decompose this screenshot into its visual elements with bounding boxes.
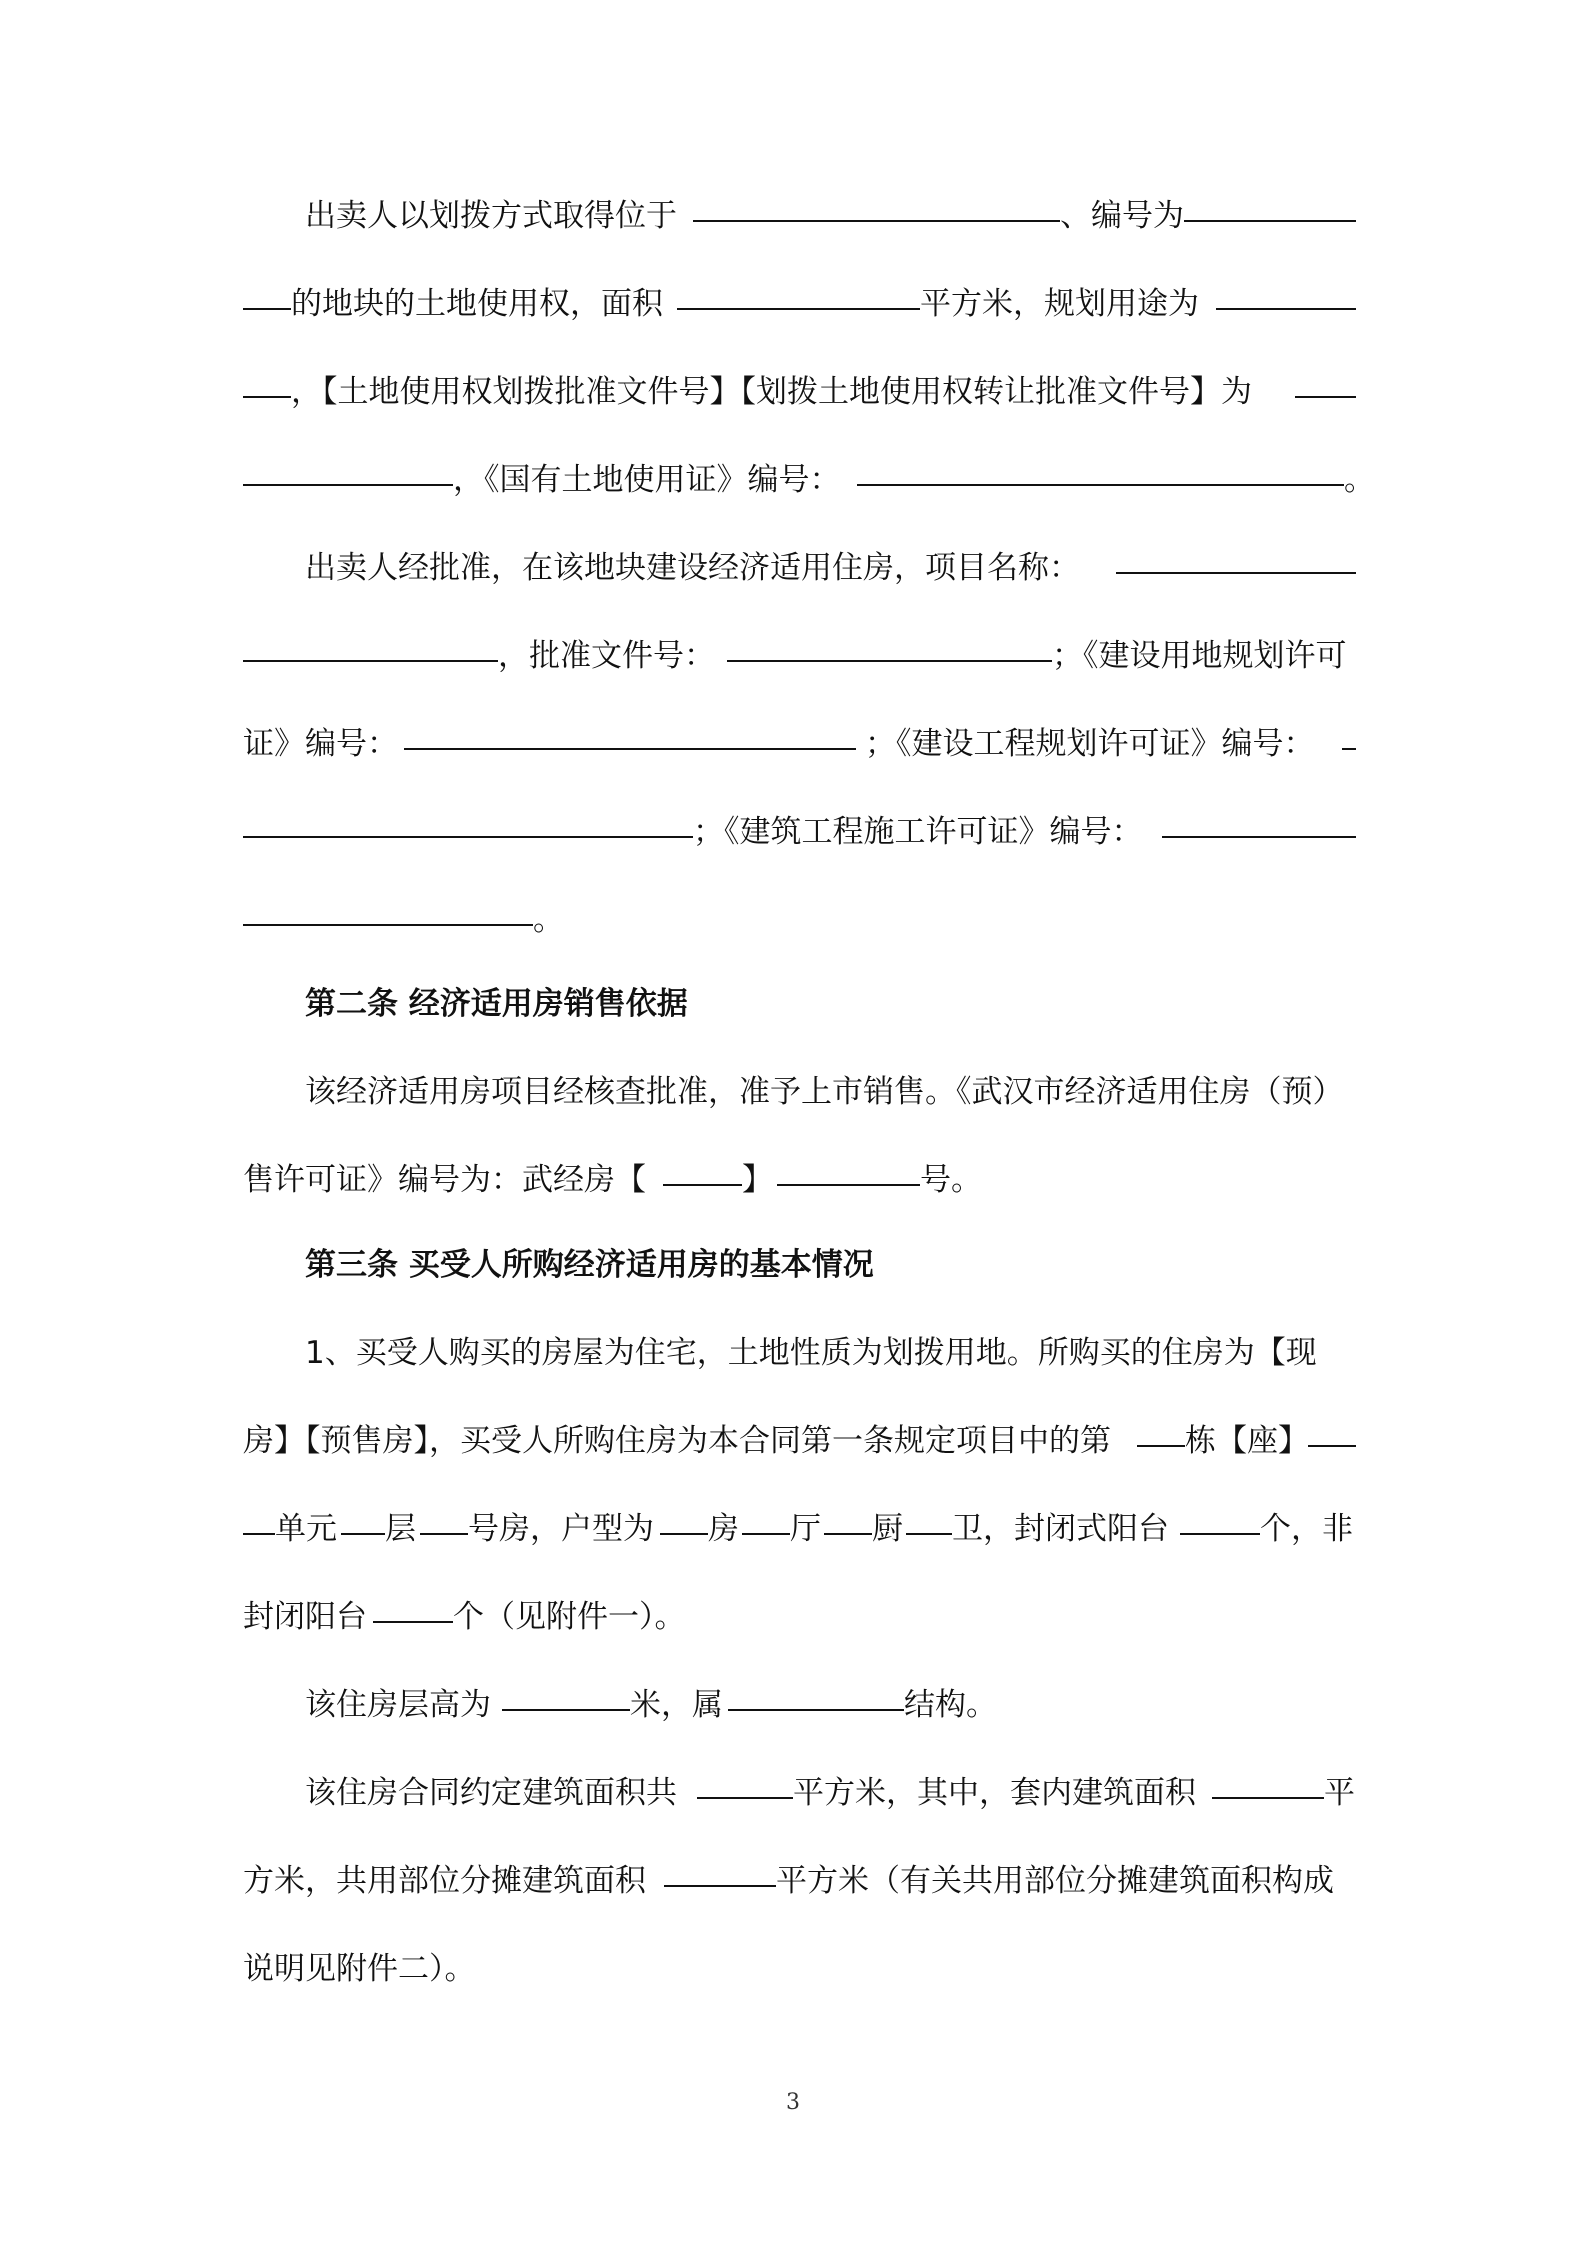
project-name-blank-cont[interactable] [243, 631, 498, 662]
planned-use-blank-cont[interactable] [243, 367, 291, 398]
area-blank[interactable] [677, 279, 920, 310]
p4-text: 厅 [790, 1511, 821, 1547]
project-name-blank[interactable] [1116, 543, 1356, 574]
p1-text: 平方米，规划用途为 [920, 286, 1199, 322]
kitchens-blank[interactable] [824, 1504, 872, 1535]
bathrooms-blank[interactable] [906, 1504, 952, 1535]
p4-text: 卫，封闭式阳台 [952, 1511, 1169, 1547]
p3-text: 售许可证》编号为：武经房【 [243, 1162, 646, 1198]
planned-use-blank[interactable] [1216, 279, 1356, 310]
engineering-permit-blank-cont[interactable] [243, 807, 693, 838]
p3-text: 该经济适用房项目经核查批准，准予上市销售。《武汉市经济适用住房（预） [305, 1074, 1344, 1110]
p6-text: 平方米（有关共用部位分摊建筑面积构成 [776, 1863, 1334, 1899]
land-certificate-number-blank[interactable] [857, 455, 1344, 486]
p5-text: 米，属 [630, 1687, 723, 1723]
p4-text: 单元 [275, 1511, 337, 1547]
p1-text: 。 [1344, 462, 1375, 498]
approval-doc-number-blank-cont[interactable] [243, 455, 453, 486]
p2-text: 。 [533, 902, 564, 938]
page-number: 3 [786, 2090, 800, 2115]
room-number-blank[interactable] [420, 1504, 468, 1535]
construction-permit-blank-cont[interactable] [243, 895, 533, 926]
p6-text: 平方米，其中，套内建筑面积 [793, 1775, 1196, 1811]
location-blank[interactable] [693, 191, 1060, 222]
p2-text: ；《建设用地规划许可 [1052, 638, 1347, 674]
p6-text: 说明见附件二）。 [243, 1951, 476, 1987]
p4-text: 个，非 [1260, 1511, 1353, 1547]
enclosed-balcony-blank[interactable] [1180, 1504, 1260, 1535]
plot-number-blank-cont[interactable] [243, 279, 291, 310]
total-area-blank[interactable] [697, 1768, 793, 1799]
living-rooms-blank[interactable] [742, 1504, 790, 1535]
bedrooms-blank[interactable] [660, 1504, 708, 1535]
land-planning-permit-blank[interactable] [404, 719, 856, 750]
unit-number-blank[interactable] [1308, 1416, 1356, 1447]
p3-text: 】 [742, 1162, 773, 1198]
open-balcony-blank[interactable] [373, 1592, 453, 1623]
article-heading-text: 第三条 买受人所购经济适用房的基本情况 [305, 1247, 874, 1283]
engineering-permit-blank[interactable] [1342, 719, 1356, 750]
p6-text: 方米，共用部位分摊建筑面积 [243, 1863, 646, 1899]
p3-text: 号。 [920, 1162, 982, 1198]
p1-text: ，【土地使用权划拨批准文件号】【划拨土地使用权转让批准文件号】为 [291, 374, 1252, 410]
p4-text: 栋【座】 [1185, 1423, 1309, 1459]
p2-text: ；《建筑工程施工许可证》编号： [693, 814, 1143, 850]
p4-text: 个（见附件一）。 [453, 1599, 686, 1635]
p4-text: 厨 [872, 1511, 903, 1547]
p4-text: 封闭阳台 [243, 1599, 367, 1635]
floor-height-blank[interactable] [502, 1680, 630, 1711]
p4-text: 1、买受人购买的房屋为住宅，土地性质为划拨用地。所购买的住房为【现 [305, 1335, 1317, 1371]
p2-text: 证》编号： [243, 726, 398, 762]
p1-text: 的地块的土地使用权，面积 [291, 286, 663, 322]
approval-doc-number-blank[interactable] [1295, 367, 1356, 398]
floor-blank[interactable] [341, 1504, 385, 1535]
presale-year-blank[interactable] [663, 1155, 742, 1186]
approval-number-blank[interactable] [727, 631, 1052, 662]
p2-text: 出卖人经批准，在该地块建设经济适用住房，项目名称： [305, 550, 1080, 586]
p6-text: 平 [1324, 1775, 1355, 1811]
p4-text: 房】【预售房】，买受人所购住房为本合同第一条规定项目中的第 [243, 1423, 1111, 1459]
p2-text: ，批准文件号： [498, 638, 715, 674]
p2-text: ；《建设工程规划许可证》编号： [865, 726, 1315, 762]
construction-permit-blank[interactable] [1162, 807, 1356, 838]
p1-text: ，《国有土地使用证》编号： [453, 462, 841, 498]
article-heading-text: 第二条 经济适用房销售依据 [305, 986, 688, 1022]
structure-type-blank[interactable] [728, 1680, 904, 1711]
p1-text: 、编号为 [1060, 198, 1184, 234]
plot-number-blank[interactable] [1184, 191, 1356, 222]
presale-number-blank[interactable] [777, 1155, 920, 1186]
p1-text: 出卖人以划拨方式取得位于 [305, 198, 677, 234]
p6-text: 该住房合同约定建筑面积共 [305, 1775, 677, 1811]
unit-number-blank-cont[interactable] [243, 1504, 275, 1535]
p5-text: 结构。 [904, 1687, 997, 1723]
inner-area-blank[interactable] [1212, 1768, 1324, 1799]
shared-area-blank[interactable] [664, 1856, 776, 1887]
p4-text: 号房，户型为 [468, 1511, 654, 1547]
p4-text: 房 [708, 1511, 739, 1547]
building-number-blank[interactable] [1137, 1416, 1185, 1447]
p5-text: 该住房层高为 [305, 1687, 491, 1723]
p4-text: 层 [385, 1511, 416, 1547]
